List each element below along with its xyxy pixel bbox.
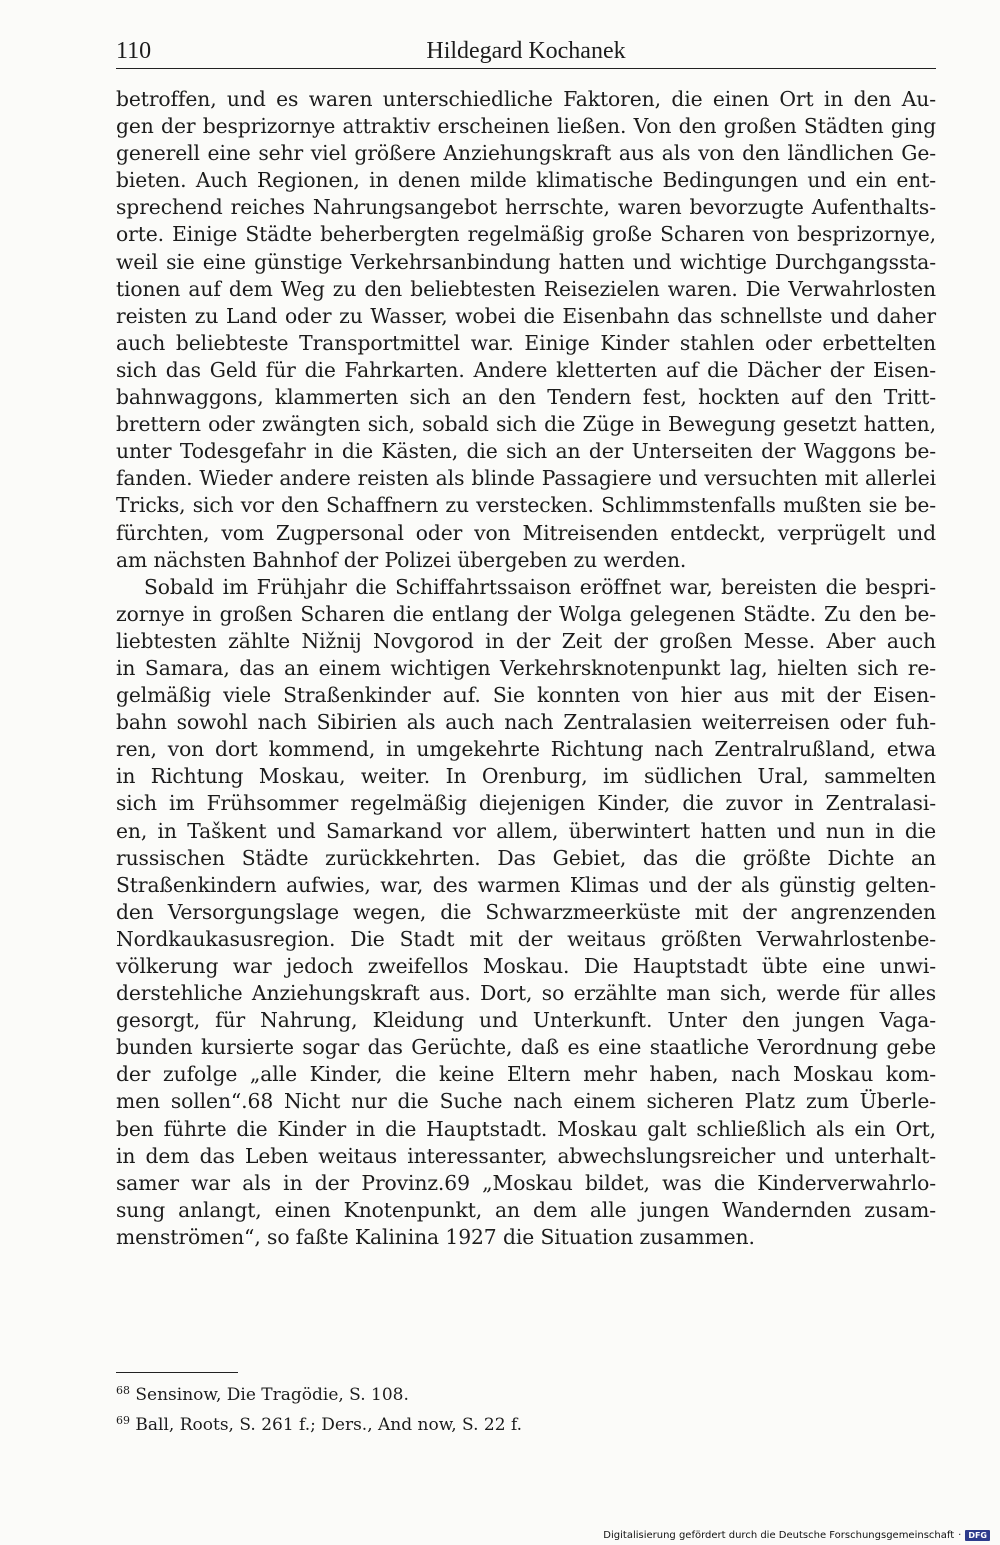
text-line: ben führte die Kinder in die Hauptstadt. Moskau galt schließlich als ein Ort, [116, 1116, 936, 1141]
footnote-number: 68 [116, 1384, 130, 1397]
text-line: menströmen“, so faßte Kalinina 1927 die Situation zusammen. [116, 1224, 755, 1249]
text-line: sich das Geld für die Fahrkarten. Andere kletterten auf die Dächer der Eisen- [116, 357, 936, 382]
text-line: zornye in großen Scharen die entlang der Wolga gelegenen Städte. Zu den be- [116, 601, 936, 626]
footnote-text: Ball, Roots, S. 261 f.; Ders., And now, S. 22 f. [135, 1415, 523, 1435]
text-line: bunden kursierte sogar das Gerüchte, daß es eine staatliche Verordnung gebe [116, 1035, 936, 1060]
text-line: völkerung war jedoch zweifellos Moskau. Die Hauptstadt übte eine unwi- [116, 954, 936, 978]
text-line: liebtesten zählte Nižnij Novgorod in der Zeit der großen Messe. Aber auch [116, 628, 936, 653]
footnotes [116, 1378, 936, 1438]
text-line: russischen Städte zurückkehrten. Das Gebiet, das die größte Dichte an [116, 845, 936, 870]
text-line: sich im Frühsommer regelmäßig diejenigen Kinder, die zuvor in Zentralasi- [116, 791, 936, 816]
text-line: bahn sowohl nach Sibirien als auch nach Zentralasien weiterreisen oder fuh- [116, 710, 936, 735]
text-line: orte. Einige Städte beherbergten regelmäßig große Scharen von besprizornye, [116, 222, 936, 247]
text-line: in dem das Leben weitaus interessanter, abwechslungsreicher und unterhalt- [116, 1143, 936, 1168]
text-line: gen der besprizornye attraktiv erscheinen ließen. Von den großen Städten ging [116, 114, 936, 139]
text-line: brettern oder zwängten sich, sobald sich die Züge in Bewegung gesetzt hatten, [116, 412, 936, 437]
text-line: gelmäßig viele Straßenkinder auf. Sie konnten von hier aus mit der Eisen- [116, 683, 936, 708]
text-line: fanden. Wieder andere reisten als blinde Passagiere und versuchten mit allerlei [116, 466, 936, 491]
text-line: unter Todesgefahr in die Kästen, die sich an der Unterseiten der Waggons be- [116, 439, 936, 464]
text-line: Sobald im Frühjahr die Schiffahrtssaison eröffnet war, bereisten die bespri- [144, 574, 936, 599]
text-line: men sollen“.68 Nicht nur die Suche nach einem sicheren Platz zum Überle- [116, 1089, 936, 1114]
text-line: derstehliche Anziehungskraft aus. Dort, so erzählte man sich, werde für alles [116, 981, 936, 1006]
body-text [116, 86, 936, 1251]
text-line: bahnwaggons, klammerten sich an den Tendern fest, hockten auf den Tritt- [116, 385, 936, 410]
text-line: weil sie eine günstige Verkehrsanbindung hatten und wichtige Durchgangssta- [116, 249, 936, 274]
text-line: in Samara, das an einem wichtigen Verkehrsknotenpunkt lag, hielten sich re- [116, 655, 936, 680]
text-line: auch beliebteste Transportmittel war. Einige Kinder stahlen oder erbettelten [116, 330, 936, 355]
running-head: Hildegard Kochanek [426, 38, 626, 64]
text-line: der zufolge „alle Kinder, die keine Eltern mehr haben, nach Moskau kom- [116, 1062, 936, 1087]
text-line: samer war als in der Provinz.69 „Moskau bildet, was die Kinderverwahrlo- [116, 1170, 936, 1195]
page-number: 110 [116, 38, 152, 64]
footnote-number: 69 [116, 1414, 130, 1427]
text-line: ren, von dort kommend, in umgekehrte Richtung nach Zentralrußland, etwa [116, 737, 936, 762]
text-line: gesorgt, für Nahrung, Kleidung und Unterkunft. Unter den jungen Vaga- [116, 1008, 936, 1033]
text-line: en, in Taškent und Samarkand vor allem, überwintert hatten und nun in die [116, 818, 936, 843]
footnote [116, 1408, 936, 1438]
text-line: betroffen, und es waren unterschiedliche Faktoren, die einen Ort in den Au- [116, 87, 936, 111]
text-line: reisten zu Land oder zu Wasser, wobei die Eisenbahn das schnellste und daher [116, 303, 936, 328]
text-line: tionen auf dem Weg zu den beliebtesten Reisezielen waren. Die Verwahrlosten [116, 276, 936, 301]
footer-text: Digitalisierung gefördert durch die Deutsche Forschungsgemeinschaft [603, 1529, 955, 1541]
text-line: sung anlangt, einen Knotenpunkt, an dem alle jungen Wandernden zusam- [116, 1197, 936, 1222]
footer-separator: · [958, 1529, 962, 1541]
text-line: fürchten, vom Zugpersonal oder von Mitreisenden entdeckt, verprügelt und [116, 520, 936, 545]
text-line: sprechend reiches Nahrungsangebot herrschte, waren bevorzugte Aufenthalts- [116, 195, 936, 220]
text-line: Straßenkindern aufwies, war, des warmen Klimas und der als günstig gelten- [116, 872, 936, 897]
text-line: bieten. Auch Regionen, in denen milde klimatische Bedingungen und ein ent- [116, 168, 936, 193]
footnote-divider [116, 1372, 238, 1373]
dfg-logo-icon: DFG [965, 1530, 990, 1541]
text-line: in Richtung Moskau, weiter. In Orenburg, im südlichen Ural, sammelten [116, 764, 936, 789]
footnote [116, 1378, 936, 1408]
text-line: am nächsten Bahnhof der Polizei übergeben zu werden. [116, 547, 687, 572]
text-line: generell eine sehr viel größere Anziehungskraft aus als von den ländlichen Ge- [116, 141, 936, 166]
text-line: Tricks, sich vor den Schaffnern zu verstecken. Schlimmstenfalls mußten sie be- [116, 493, 936, 518]
digitization-footer [603, 1528, 990, 1542]
text-line: den Versorgungslage wegen, die Schwarzmeerküste mit der angrenzenden [116, 899, 936, 924]
footnote-text: Sensinow, Die Tragödie, S. 108. [135, 1385, 409, 1405]
text-line: Nordkaukasusregion. Die Stadt mit der weitaus größten Verwahrlostenbe- [116, 926, 936, 951]
page-header [116, 38, 936, 69]
